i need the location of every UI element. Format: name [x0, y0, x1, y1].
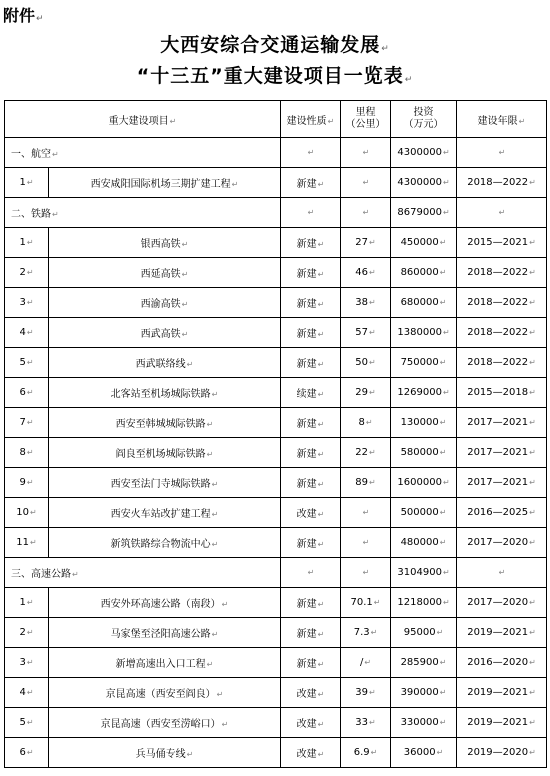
cell-number: 1↵	[5, 228, 49, 258]
cell-years: 2019—2020↵	[457, 738, 547, 768]
cell-length: 27↵	[341, 228, 391, 258]
cell-years: ↵	[457, 138, 547, 168]
cell-project-name: 西渝高铁↵	[49, 288, 281, 318]
cell-number: 2↵	[5, 258, 49, 288]
cell-investment: 95000↵	[391, 618, 457, 648]
cell-investment: 390000↵	[391, 678, 457, 708]
cell-years: 2017—2021↵	[457, 408, 547, 438]
cell-length: ↵	[341, 168, 391, 198]
table-row	[5, 228, 547, 258]
cell-nature: 新建↵	[281, 648, 341, 678]
cell-number: 1↵	[5, 588, 49, 618]
table-row	[5, 258, 547, 288]
cell-nature: 改建↵	[281, 498, 341, 528]
cell-years: 2016—2020↵	[457, 648, 547, 678]
cell-investment: 130000↵	[391, 408, 457, 438]
cell-project-name: 马家堡至泾阳高速公路↵	[49, 618, 281, 648]
cell-project-name: 北客站至机场城际铁路↵	[49, 378, 281, 408]
cell-years: 2019—2021↵	[457, 678, 547, 708]
cell-nature: 新建↵	[281, 438, 341, 468]
cell-nature: ↵	[281, 198, 341, 228]
cell-number: 10↵	[5, 498, 49, 528]
cell-nature: 新建↵	[281, 348, 341, 378]
table-body	[5, 138, 547, 768]
cell-number: 9↵	[5, 468, 49, 498]
header-length: 里程 （公里）	[341, 101, 391, 138]
category-row	[5, 558, 547, 588]
cell-number: 11↵	[5, 528, 49, 558]
cell-nature: 新建↵	[281, 318, 341, 348]
cell-nature: ↵	[281, 138, 341, 168]
table-row	[5, 708, 547, 738]
cell-length: 50↵	[341, 348, 391, 378]
cell-nature: 新建↵	[281, 408, 341, 438]
table-row	[5, 378, 547, 408]
cell-length: ↵	[341, 198, 391, 228]
category-row	[5, 198, 547, 228]
cell-number: 6↵	[5, 378, 49, 408]
table-row	[5, 498, 547, 528]
table-row	[5, 168, 547, 198]
header-project: 重大建设项目↵	[5, 101, 281, 138]
table-row	[5, 678, 547, 708]
project-table	[4, 100, 547, 768]
cell-project-name: 西安至法门寺城际铁路↵	[49, 468, 281, 498]
cell-project-name: 兵马俑专线↵	[49, 738, 281, 768]
cell-length: 22↵	[341, 438, 391, 468]
cell-length: 29↵	[341, 378, 391, 408]
cell-length: 70.1↵	[341, 588, 391, 618]
cell-number: 7↵	[5, 408, 49, 438]
cell-nature: 新建↵	[281, 168, 341, 198]
table-header-row	[5, 101, 547, 138]
table-row	[5, 468, 547, 498]
cell-investment: 480000↵	[391, 528, 457, 558]
cell-investment: 750000↵	[391, 348, 457, 378]
cell-length: 46↵	[341, 258, 391, 288]
table-row	[5, 738, 547, 768]
cell-years: 2015—2018↵	[457, 378, 547, 408]
cell-investment: 680000↵	[391, 288, 457, 318]
cell-investment: 4300000↵	[391, 138, 457, 168]
cell-project-name: 西武高铁↵	[49, 318, 281, 348]
cell-project-name: 银西高铁↵	[49, 228, 281, 258]
cell-nature: 改建↵	[281, 678, 341, 708]
cell-years: 2018—2022↵	[457, 258, 547, 288]
cell-length: 38↵	[341, 288, 391, 318]
table-row	[5, 618, 547, 648]
cell-number: 3↵	[5, 288, 49, 318]
document-title-line-1: 大西安综合交通运输发展↵	[160, 34, 390, 56]
table-row	[5, 348, 547, 378]
cell-nature: 续建↵	[281, 378, 341, 408]
cell-investment: 1380000↵	[391, 318, 457, 348]
cell-length: 89↵	[341, 468, 391, 498]
cell-investment: 1269000↵	[391, 378, 457, 408]
cell-investment: 3104900↵	[391, 558, 457, 588]
cell-project-name: 阎良至机场城际铁路↵	[49, 438, 281, 468]
cell-nature: 新建↵	[281, 258, 341, 288]
cell-number: 4↵	[5, 318, 49, 348]
cell-project-name: 西安外环高速公路（南段）↵	[49, 588, 281, 618]
table-row	[5, 408, 547, 438]
cell-years: 2015—2021↵	[457, 228, 547, 258]
cell-investment: 8679000↵	[391, 198, 457, 228]
cell-years: ↵	[457, 558, 547, 588]
cell-nature: 新建↵	[281, 618, 341, 648]
cell-years: 2019—2021↵	[457, 618, 547, 648]
cell-years: 2017—2020↵	[457, 588, 547, 618]
cell-length: 57↵	[341, 318, 391, 348]
table-row	[5, 438, 547, 468]
cell-project-name: 西安火车站改扩建工程↵	[49, 498, 281, 528]
cell-number: 1↵	[5, 168, 49, 198]
cell-length: 7.3↵	[341, 618, 391, 648]
cell-number: 3↵	[5, 648, 49, 678]
cell-nature: 新建↵	[281, 588, 341, 618]
cell-category: 一、航空↵	[5, 138, 281, 168]
cell-years: 2018—2022↵	[457, 348, 547, 378]
cell-length: ↵	[341, 528, 391, 558]
cell-number: 5↵	[5, 348, 49, 378]
table-row	[5, 588, 547, 618]
cell-years: 2018—2022↵	[457, 168, 547, 198]
cell-length: 8↵	[341, 408, 391, 438]
cell-investment: 450000↵	[391, 228, 457, 258]
cell-length: 33↵	[341, 708, 391, 738]
attachment-label: 附件↵	[3, 6, 44, 25]
cell-length: ↵	[341, 138, 391, 168]
cell-investment: 580000↵	[391, 438, 457, 468]
cell-investment: 4300000↵	[391, 168, 457, 198]
cell-category: 二、铁路↵	[5, 198, 281, 228]
cell-years: 2018—2022↵	[457, 288, 547, 318]
cell-investment: 1600000↵	[391, 468, 457, 498]
cell-years: 2017—2020↵	[457, 528, 547, 558]
cell-years: 2016—2025↵	[457, 498, 547, 528]
document-title-line-2: “十三五”重大建设项目一览表↵	[136, 65, 414, 87]
cell-years: 2017—2021↵	[457, 468, 547, 498]
cell-years: 2018—2022↵	[457, 318, 547, 348]
cell-project-name: 新筑铁路综合物流中心↵	[49, 528, 281, 558]
cell-category: 三、高速公路↵	[5, 558, 281, 588]
table-row	[5, 288, 547, 318]
cell-years: 2017—2021↵	[457, 438, 547, 468]
cell-number: 4↵	[5, 678, 49, 708]
table-row	[5, 528, 547, 558]
cell-project-name: 西安咸阳国际机场三期扩建工程↵	[49, 168, 281, 198]
cell-length: ↵	[341, 498, 391, 528]
cell-number: 8↵	[5, 438, 49, 468]
cell-investment: 860000↵	[391, 258, 457, 288]
table-row	[5, 318, 547, 348]
cell-project-name: 新增高速出入口工程↵	[49, 648, 281, 678]
cell-project-name: 西延高铁↵	[49, 258, 281, 288]
cell-length: ↵	[341, 558, 391, 588]
header-nature: 建设性质↵	[281, 101, 341, 138]
cell-investment: 285900↵	[391, 648, 457, 678]
cell-number: 6↵	[5, 738, 49, 768]
cell-investment: 330000↵	[391, 708, 457, 738]
cell-years: 2019—2021↵	[457, 708, 547, 738]
cell-length: 6.9↵	[341, 738, 391, 768]
header-investment: 投资 （万元）	[391, 101, 457, 138]
cell-nature: ↵	[281, 558, 341, 588]
cell-investment: 500000↵	[391, 498, 457, 528]
cell-nature: 新建↵	[281, 468, 341, 498]
cell-nature: 改建↵	[281, 738, 341, 768]
cell-nature: 改建↵	[281, 708, 341, 738]
cell-investment: 36000↵	[391, 738, 457, 768]
cell-length: /↵	[341, 648, 391, 678]
cell-project-name: 京昆高速（西安至阎良）↵	[49, 678, 281, 708]
cell-nature: 新建↵	[281, 228, 341, 258]
cell-investment: 1218000↵	[391, 588, 457, 618]
cell-length: 39↵	[341, 678, 391, 708]
cell-years: ↵	[457, 198, 547, 228]
cell-nature: 新建↵	[281, 288, 341, 318]
cell-project-name: 西安至韩城城际铁路↵	[49, 408, 281, 438]
cell-project-name: 京昆高速（西安至涝峪口）↵	[49, 708, 281, 738]
cell-nature: 新建↵	[281, 528, 341, 558]
header-years: 建设年限↵	[457, 101, 547, 138]
cell-project-name: 西武联络线↵	[49, 348, 281, 378]
category-row	[5, 138, 547, 168]
table-row	[5, 648, 547, 678]
cell-number: 2↵	[5, 618, 49, 648]
cell-number: 5↵	[5, 708, 49, 738]
